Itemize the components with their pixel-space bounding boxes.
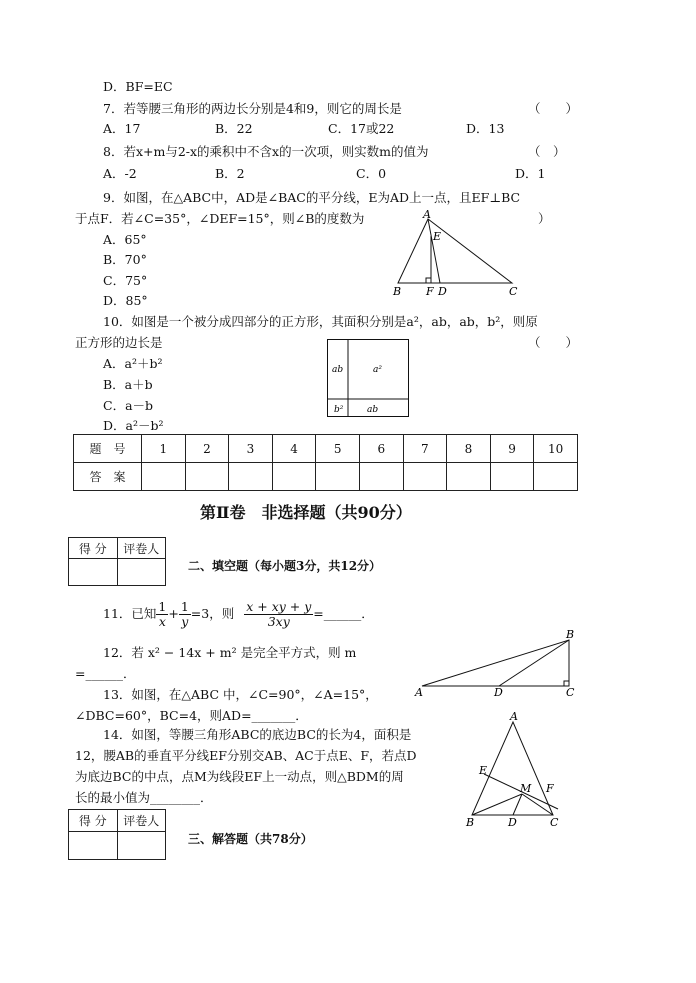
q9-label-d: D [438, 285, 447, 298]
q10-line2: 正方形的边长是 [75, 335, 163, 350]
q8-text: 8．若x+m与2-x的乘积中不含x的一次项，则实数m的值为 [103, 144, 429, 159]
q9-option-c: C．75° [103, 273, 148, 288]
q10-option-c: C．a－b [103, 398, 154, 413]
score-box-label-grader: 评卷人 [117, 810, 166, 832]
q8-option-a: A．-2 [103, 166, 137, 181]
q8-option-b: B．2 [215, 166, 245, 181]
grader-input-cell[interactable] [117, 832, 166, 860]
q14-label-a: A [510, 710, 518, 723]
q11-line [103, 596, 374, 636]
q11-mid: =3，则 [190, 606, 235, 621]
q10-option-a: A．a²＋b² [103, 356, 163, 371]
q9-option-b: B．70° [103, 252, 147, 267]
q9-option-a: A．65° [103, 232, 147, 247]
answer-table-number: 1 [142, 435, 186, 463]
q14-line4: 长的最小值为________． [75, 790, 213, 805]
q12-line1: 12．若 x² − 14x + m² 是完全平方式，则 m [103, 645, 357, 660]
q7-option-d: D．13 [466, 121, 505, 136]
grader-input-cell[interactable] [117, 559, 166, 586]
q10-label-bottom-left: b² [334, 405, 344, 415]
q14-triangle-figure [462, 712, 566, 830]
q11-frac2-num: 1 [180, 599, 189, 614]
q10-option-d: D．a²－b² [103, 418, 164, 433]
score-input-cell[interactable] [69, 559, 118, 586]
q11-frac2 [179, 600, 191, 629]
q14-line3: 为底边BC的中点，点M为线段EF上一动点，则△BDM的周 [75, 769, 404, 784]
q14-label-d: D [508, 816, 517, 829]
q13-label-a: A [415, 686, 423, 699]
q11-frac1-num: 1 [158, 599, 167, 614]
score-box-label-score: 得 分 [69, 538, 118, 559]
q10-answer-bracket: （ ） [528, 335, 579, 350]
answer-table-number: 5 [316, 435, 360, 463]
q9-answer-bracket: ） [538, 211, 551, 226]
q10-label-top-right: a² [373, 365, 382, 375]
answer-cell[interactable] [534, 463, 578, 491]
q9-line1: 9．如图，在△ABC中，AD是∠BAC的平分线，E为AD上一点，且EF⊥BC [103, 190, 521, 205]
q12-line2: =______． [75, 666, 136, 681]
answer-cell[interactable] [403, 463, 447, 491]
answer-cell[interactable] [490, 463, 534, 491]
q14-label-b: B [466, 816, 475, 829]
q13-line1: 13．如图，在△ABC 中，∠C=90°，∠A=15°， [103, 687, 378, 702]
answer-cell[interactable] [447, 463, 491, 491]
q11-plus: + [168, 606, 179, 621]
answer-table-number-label: 题 号 [74, 435, 142, 463]
answer-table [73, 434, 578, 491]
answer-table-number: 2 [185, 435, 229, 463]
score-box-label-grader: 评卷人 [117, 538, 166, 559]
q13-label-b: B [566, 628, 575, 641]
answer-table-number: 9 [490, 435, 534, 463]
q8-option-d: D．1 [515, 166, 546, 181]
answer-cell[interactable] [272, 463, 316, 491]
answer-cell[interactable] [142, 463, 186, 491]
answer-table-number: 6 [359, 435, 403, 463]
q14-label-f: F [546, 782, 554, 795]
q7-option-c: C．17或22 [328, 121, 395, 136]
score-box-part3 [68, 809, 166, 860]
q11-frac1-den: x [158, 614, 166, 629]
q14-label-m: M [520, 782, 532, 795]
q13-triangle-abc [422, 640, 569, 686]
answer-table-number: 7 [403, 435, 447, 463]
part3-title: 三、解答题（共78分） [188, 832, 313, 846]
q9-bisector-ad [428, 219, 440, 283]
q7-text: 7．若等腰三角形的两边长分别是4和9，则它的周长是 [103, 101, 402, 116]
answer-cell[interactable] [229, 463, 273, 491]
q13-label-c: C [566, 686, 575, 699]
q7-answer-bracket: （ ） [528, 101, 579, 116]
q9-label-f: F [426, 285, 434, 298]
q11-frac3-num: x + xy + y [246, 599, 312, 614]
q14-label-c: C [550, 816, 559, 829]
score-input-cell[interactable] [69, 832, 118, 860]
q10-line1: 10．如图是一个被分成四部分的正方形，其面积分别是a²，ab，ab，b²，则原 [103, 314, 538, 329]
q9-label-b: B [393, 285, 402, 298]
answer-table-answer-label: 答 案 [74, 463, 142, 491]
q9-label-e: E [433, 230, 442, 243]
answer-table-number: 3 [229, 435, 273, 463]
q14-line1: 14．如图，等腰三角形ABC的底边BC的长为4，面积是 [103, 727, 412, 742]
q9-right-angle-mark [426, 278, 431, 283]
answer-table-answer-row [74, 463, 578, 491]
score-box-part2 [68, 537, 166, 586]
q11-suffix: =______． [313, 606, 374, 621]
q11-frac3-den: 3xy [267, 614, 290, 629]
q10-label-top-left: ab [332, 365, 344, 375]
answer-table-number: 10 [534, 435, 578, 463]
q9-option-d: D．85° [103, 293, 148, 308]
q14-line2: 12，腰AB的垂直平分线EF分别交AB、AC于点E、F，若点D [75, 748, 417, 763]
answer-cell[interactable] [316, 463, 360, 491]
q11-frac3 [244, 600, 313, 629]
score-box-label-score: 得 分 [69, 810, 118, 832]
answer-cell[interactable] [185, 463, 229, 491]
q10-square-figure [327, 339, 409, 417]
part2-title: 二、填空题（每小题3分，共12分） [188, 559, 382, 573]
q11-frac2-den: y [181, 614, 189, 629]
q13-triangle-figure [414, 629, 578, 699]
q9-triangle-abc [398, 219, 512, 283]
answer-table-number: 8 [447, 435, 491, 463]
q9-label-a: A [423, 208, 431, 221]
q9-label-c: C [509, 285, 518, 298]
q10-option-b: B．a＋b [103, 377, 153, 392]
q11-frac1 [156, 600, 168, 629]
q9-triangle-figure [390, 208, 530, 298]
q13-line2: ∠DBC=60°，BC=4，则AD=_______． [75, 708, 308, 723]
q8-answer-bracket: （ ） [528, 144, 566, 159]
q8-option-c: C．0 [356, 166, 387, 181]
q9-line2: 于点F．若∠C=35°，∠DEF=15°，则∠B的度数为 [75, 211, 365, 226]
q7-option-b: B．22 [215, 121, 253, 136]
answer-cell[interactable] [359, 463, 403, 491]
q13-label-d: D [494, 686, 503, 699]
q10-label-bottom-right: ab [367, 405, 379, 415]
answer-table-number: 4 [272, 435, 316, 463]
section2-title: 第Ⅱ卷 非选择题（共90分） [200, 503, 412, 522]
q7-option-a: A．17 [103, 121, 141, 136]
q13-segment-bd [499, 640, 569, 686]
q14-label-e: E [479, 764, 488, 777]
q6-option-d: D．BF=EC [103, 79, 173, 94]
answer-table-number-row [74, 435, 578, 463]
q11-prefix: 11．已知 [103, 606, 157, 621]
